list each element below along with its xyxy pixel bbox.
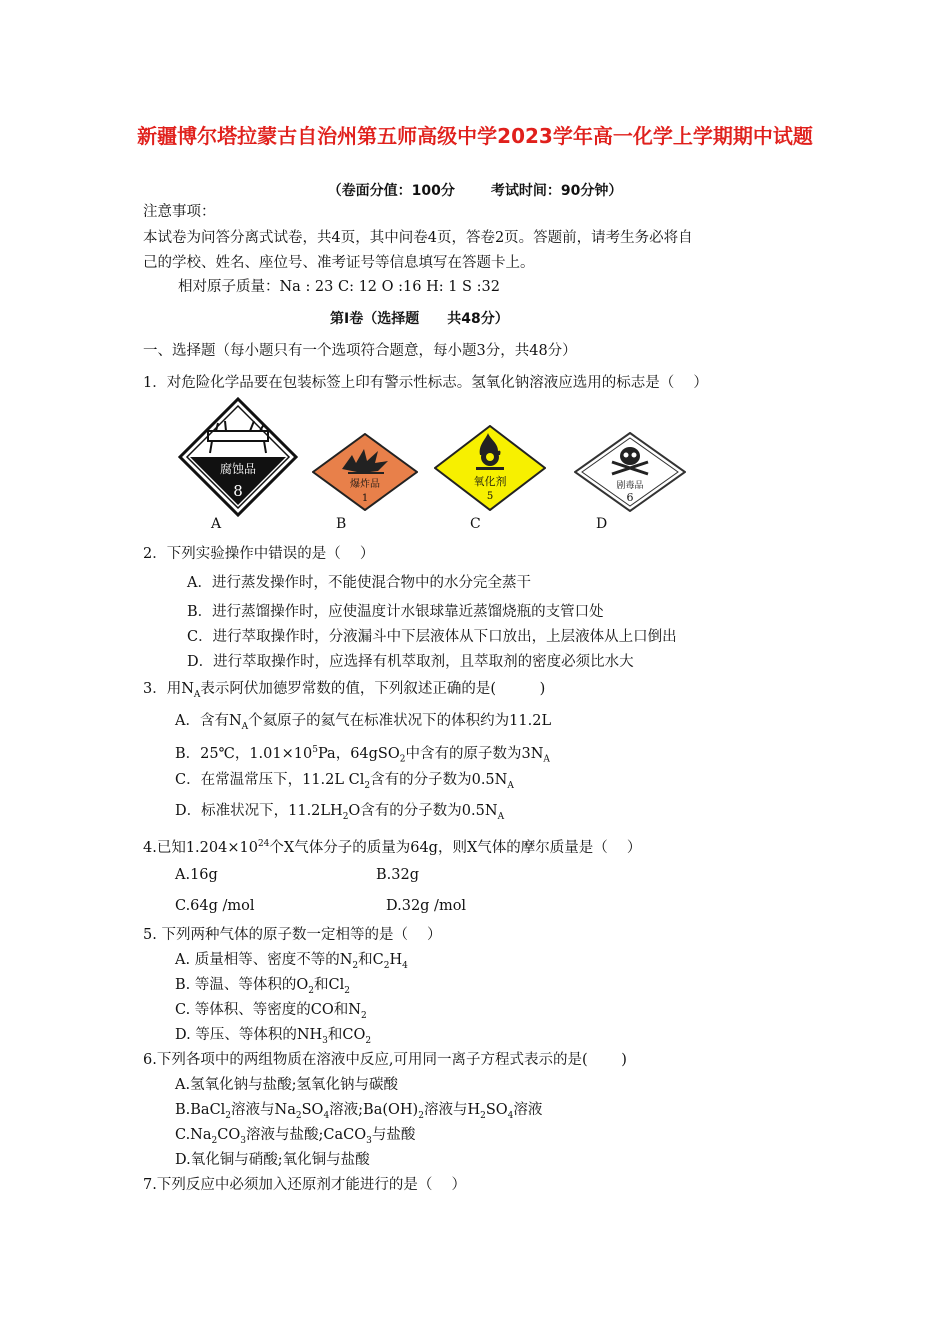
q2-option-c: C．进行萃取操作时，分液漏斗中下层液体从下口放出，上层液体从上口倒出 [187,629,677,645]
score-info: （卷面分值：100分 [327,183,455,199]
q5-option-d: D. 等压、等体积的$NH_3$和$CO_2$ [175,1027,372,1046]
q2-option-d: D．进行萃取操作时，应选择有机萃取剂，且萃取剂的密度必须比水大 [187,654,634,670]
q7-stem: 7.下列反应中必须加入还原剂才能进行的是（ ） [143,1177,466,1193]
q4-option-a: A.16g [175,867,218,883]
q6-option-b: B.BaCl$_2$溶液与$Na_2SO_4$溶液$;Ba(OH)_2$溶液与$H_2SO_4$溶液 [175,1102,543,1121]
sign-d-letter: D [596,516,608,532]
q4-option-d: D.32g /mol [386,898,467,914]
q2-stem: 2．下列实验操作中错误的是（ ） [143,546,375,562]
corrosive-sign-icon [178,397,298,517]
sign-b-num: 1 [361,493,369,504]
sign-c-text: 氧化剂 [473,475,507,488]
exam-title: 新疆博尔塔拉蒙古自治州第五师高级中学2023学年高一化学上学期期中试题 [137,124,813,148]
q2-option-a: A．进行蒸发操作时，不能使混合物中的水分完全蒸干 [187,575,531,591]
q5-option-b: B. 等温、等体积的$O_2$和$Cl_2$ [175,977,350,996]
sign-d-num: 6 [626,491,634,504]
sign-b-text: 爆炸品 [350,479,380,490]
q1-stem: 1．对危险化学品要在包装标签上印有警示性标志。氢氧化钠溶液应选用的标志是（ ） [143,375,708,391]
q4-stem: 4.已知$1.204\times 10^{24}$个X气体分子的质量为64g，则X气体的摩尔质量是（ ） [143,839,642,856]
explosive-sign-icon [312,433,418,511]
q6-option-d: D.氧化铜与硝酸;氧化铜与盐酸 [175,1152,370,1168]
sign-a-letter: A [211,516,222,532]
time-info: 考试时间：90分钟） [490,183,623,199]
sign-a-text: 腐蚀品 [219,462,257,476]
notice-line-2: 己的学校、姓名、座位号、准考证号等信息填写在答题卡上。 [143,255,535,271]
oxidizer-sign-icon [434,425,546,511]
q2-option-b: B．进行蒸馏操作时，应使温度计水银球靠近蒸馏烧瓶的支管口处 [187,604,604,620]
notice-line-1: 本试卷为问答分离式试卷，共4页，其中问卷4页，答卷2页。答题前，请考生务必将自 [143,230,693,246]
notice-heading: 注意事项： [143,204,216,220]
q6-option-a: A.氢氧化钠与盐酸;氢氧化钠与碳酸 [175,1077,398,1093]
q5-option-c: C. 等体积、等密度的CO和$N_2$ [175,1002,367,1021]
q6-stem: 6.下列各项中的两组物质在溶液中反应,可用同一离子方程式表示的是( ) [143,1052,627,1068]
q3-option-d: D．标准状况下，$11.2LH_2O$含有的分子数为$0.5N_A$ [175,803,505,822]
sign-d-text: 剧毒品 [616,481,644,491]
exam-subtitle [0,180,950,200]
atomic-masses: 相对原子质量：Na : 23 C: 12 O :16 H: 1 S :32 [178,279,500,295]
q5-stem: 5. 下列两种气体的原子数一定相等的是（ ） [143,927,442,943]
sign-b-letter: B [336,516,347,532]
q4-option-b: B.32g [376,867,419,883]
sign-a-num: 8 [233,482,243,500]
section-title: 第Ⅰ卷（选择题 共48分） [330,311,509,327]
q5-option-a: A. 质量相等、密度不等的$N_2$和$C_2H_4$ [175,952,408,971]
q3-option-a: A．含有$N_A$个氦原子的氦气在标准状况下的体积约为11.2L [175,713,552,732]
q4-option-c: C.64g /mol [175,898,255,914]
sign-c-letter: C [470,516,481,532]
q3-option-c: C．在常温常压下，11.2L $Cl_2$含有的分子数为$0.5N_A$ [175,772,514,791]
sign-c-num: 5 [486,491,494,502]
section-instruction: 一、选择题（每小题只有一个选项符合题意，每小题3分，共48分） [143,343,577,359]
q3-stem: 3．用$N_A$表示阿伏加德罗常数的值，下列叙述正确的是( ) [143,681,546,700]
q6-option-c: $C.Na_2CO_3$溶液与盐酸;CaCO$_3$与盐酸 [175,1127,416,1146]
q3-option-b: B．25℃，$1.01\times 10^5Pa$，64gSO$_2$中含有的原子数为$3N_A$ [175,745,550,765]
toxic-sign-icon [574,432,686,512]
